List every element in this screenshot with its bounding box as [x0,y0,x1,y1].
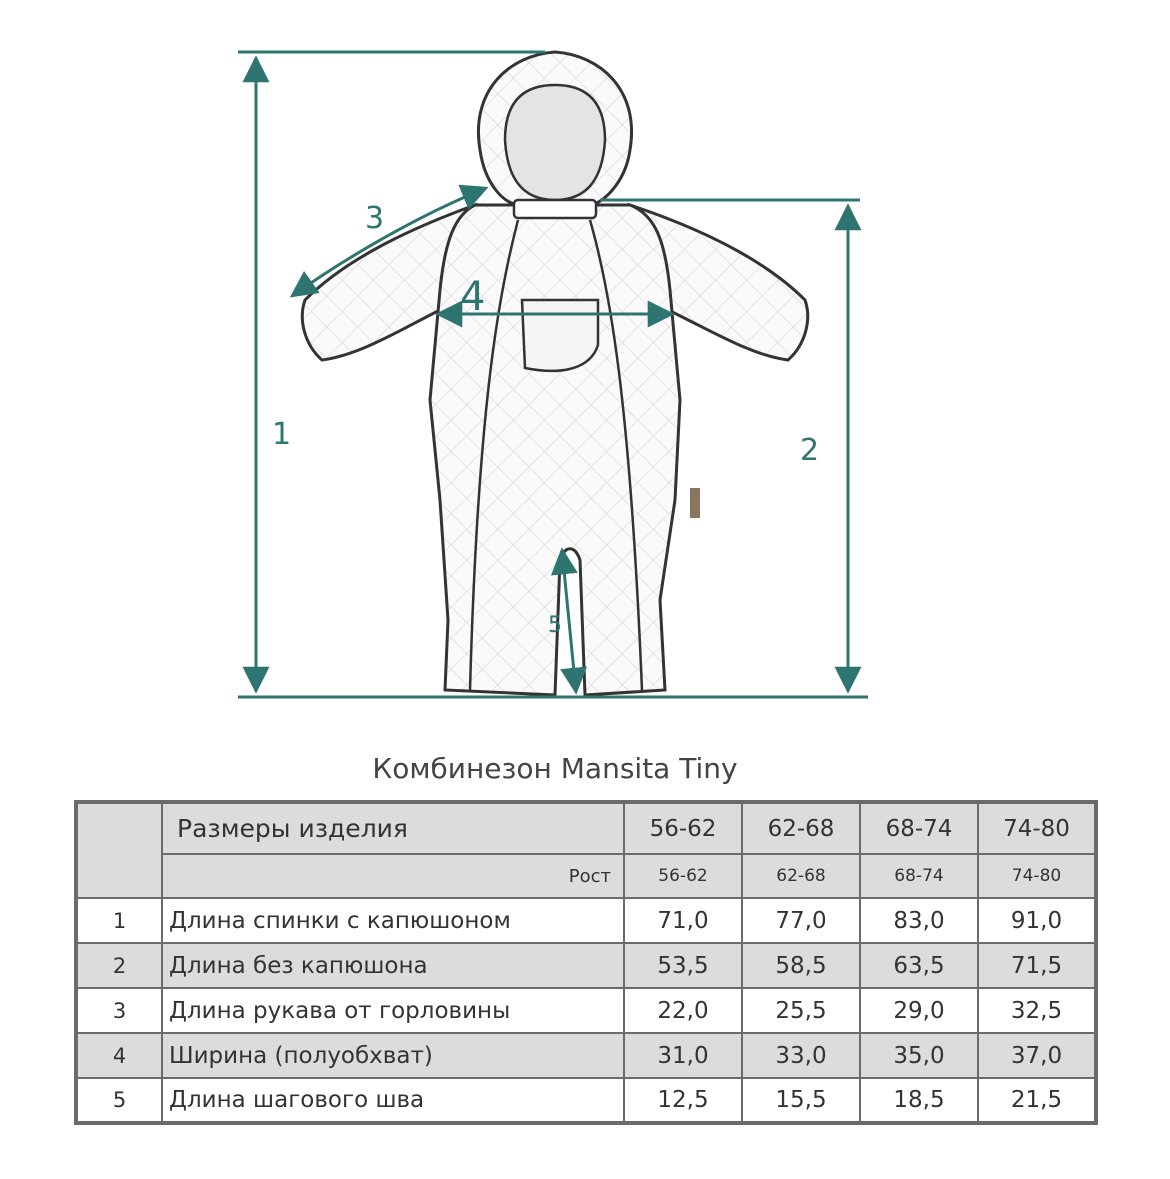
cell-value: 58,5 [742,943,860,988]
jumpsuit-drawing [302,52,807,695]
row-label: Длина без капюшона [162,943,624,988]
cell-value: 83,0 [860,898,978,943]
table-row [76,898,1096,943]
row-label: Ширина (полуобхват) [162,1033,624,1078]
cell-value: 18,5 [860,1078,978,1123]
row-number: 2 [76,943,162,988]
dim-line-5 [562,550,576,692]
size-header: 74-80 [978,802,1096,854]
cell-value: 71,0 [624,898,742,943]
cell-value: 15,5 [742,1078,860,1123]
size-table [74,800,1098,1125]
row-number: 1 [76,898,162,943]
height-value: 74-80 [978,854,1096,898]
height-value: 62-68 [742,854,860,898]
row-label: Длина спинки с капюшоном [162,898,624,943]
cell-value: 91,0 [978,898,1096,943]
chest-pocket [522,300,598,371]
row-number: 4 [76,1033,162,1078]
cell-value: 63,5 [860,943,978,988]
product-title: Комбинезон Mansita Tiny [372,752,738,785]
table-row [76,943,1096,988]
dim-label-1: 1 [272,417,292,452]
cell-value: 33,0 [742,1033,860,1078]
dim-label-5: 5 [548,613,562,638]
size-header: 68-74 [860,802,978,854]
cell-value: 12,5 [624,1078,742,1123]
header-label: Размеры изделия [162,802,624,854]
cell-value: 29,0 [860,988,978,1033]
cell-value: 32,5 [978,988,1096,1033]
dim-label-2: 2 [800,433,820,468]
table-row [76,1033,1096,1078]
row-number: 5 [76,1078,162,1123]
dim-label-3: 3 [365,201,385,236]
height-label: Рост [162,854,624,898]
cell-value: 53,5 [624,943,742,988]
cell-value: 71,5 [978,943,1096,988]
table-row [76,1078,1096,1123]
collar [514,200,596,218]
table-row [76,988,1096,1033]
cell-value: 21,5 [978,1078,1096,1123]
size-header: 62-68 [742,802,860,854]
brand-tag [690,488,700,518]
cell-value: 25,5 [742,988,860,1033]
row-label: Длина рукава от горловины [162,988,624,1033]
cell-value: 35,0 [860,1033,978,1078]
cell-value: 31,0 [624,1033,742,1078]
height-value: 56-62 [624,854,742,898]
hood-opening [505,85,605,200]
size-header: 56-62 [624,802,742,854]
cell-value: 77,0 [742,898,860,943]
row-number: 3 [76,988,162,1033]
cell-value: 37,0 [978,1033,1096,1078]
cell-value: 22,0 [624,988,742,1033]
dim-label-4: 4 [460,274,486,320]
height-value: 68-74 [860,854,978,898]
row-label: Длина шагового шва [162,1078,624,1123]
corner-cell [76,802,162,898]
